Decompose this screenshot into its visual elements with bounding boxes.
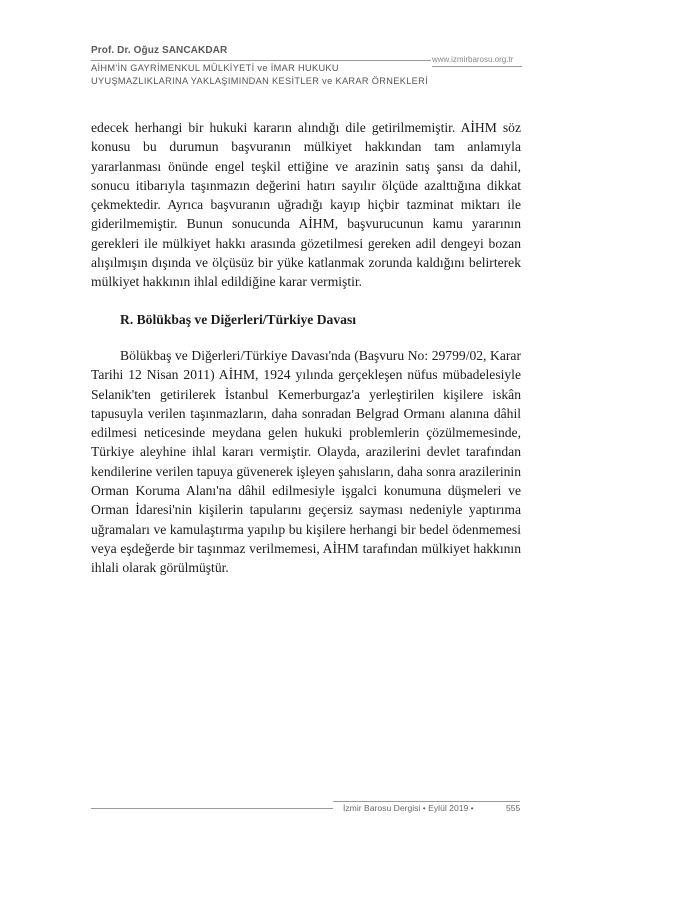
- footer-rule-right: [333, 801, 520, 802]
- section-heading: R. Bölükbaş ve Diğerleri/Türkiye Davası: [120, 311, 357, 327]
- header-rule-left: [91, 60, 431, 61]
- body-text: [91, 118, 521, 578]
- footer-journal: İzmir Barosu Dergisi • Eylül 2019 •: [343, 803, 474, 813]
- header-title-line-2: UYUŞMAZLIKLARINA YAKLAŞIMINDAN KESİTLER ve KARAR ÖRNEKLERİ: [91, 76, 429, 86]
- header-website: www.izmirbarosu.org.tr: [432, 55, 514, 64]
- footer-rule-left: [91, 808, 333, 809]
- header-author: Prof. Dr. Oğuz SANCAKDAR: [91, 45, 228, 56]
- header-rule-right: [432, 66, 522, 67]
- body-paragraph-1: edecek herhangi bir hukuki kararın alındığı dile getirilmemiştir. AİHM söz konusu bu durumun başvuranın mülkiyet hakkından tam anlamıyla yararlanması önünde engel teşkil ettiğine ve arazinin satış şansı da dahil, sonucu itibarıyla taşınmazın değerini hatırı sayılır ölçüde azalttığına dikkat çekmektedir. Ayrıca başvuranın uğradığı kayıp hiçbir tazminat miktarı ile giderilmemiştir. Bunun sonucunda AİHM, başvurucunun kamu yararının gerekleri ile mülkiyet hakkı arasında gözetilmesi gereken adil dengeyi bozan alışılmışın dışında ve ölçüsüz bir yüke katlanmak zorunda kaldığını belirterek mülkiyet hakkının ihlal edildiğine karar vermiştir.: [91, 120, 521, 290]
- body-paragraph-2: Bölükbaş ve Diğerleri/Türkiye Davası'nda (Başvuru No: 29799/02, Karar Tarihi 12 Nisan 2011) AİHM, 1924 yılında gerçekleşen nüfus mübadelesiyle Selanik'ten getirilerek İstanbul Kemerburgaz'a yerleştirilen kişilere iskân tapusuyla verilen taşınmazların, daha sonradan Belgrad Ormanı alanına dâhil edilmesi neticesinde meydana gelen hukuki problemlerin çözülmemesinde, Türkiye aleyhine ihlal kararı vermiştir. Olayda, arazilerini devlet tarafından kendilerine verilen tapuya güvenerek işleyen şahısların, daha sonra arazilerinin Orman Koruma Alanı'na dâhil edilmesiyle işgalci konumuna düşmeleri ve Orman İdaresi'nin kişilerin tapularını geçersiz sayması nedeniyle yaptırıma uğramaları ve kamulaştırma yapılıp bu kişilere herhangi bir bedel ödenmemesi veya eşdeğerde bir taşınmaz verilmemesi, AİHM tarafından mülkiyet hakkının ihlali olarak görülmüştür.: [91, 347, 521, 576]
- header-title-line-1: AİHM'İN GAYRİMENKUL MÜLKİYETİ ve İMAR HUKUKU: [91, 63, 339, 73]
- page-number: 555: [506, 803, 521, 813]
